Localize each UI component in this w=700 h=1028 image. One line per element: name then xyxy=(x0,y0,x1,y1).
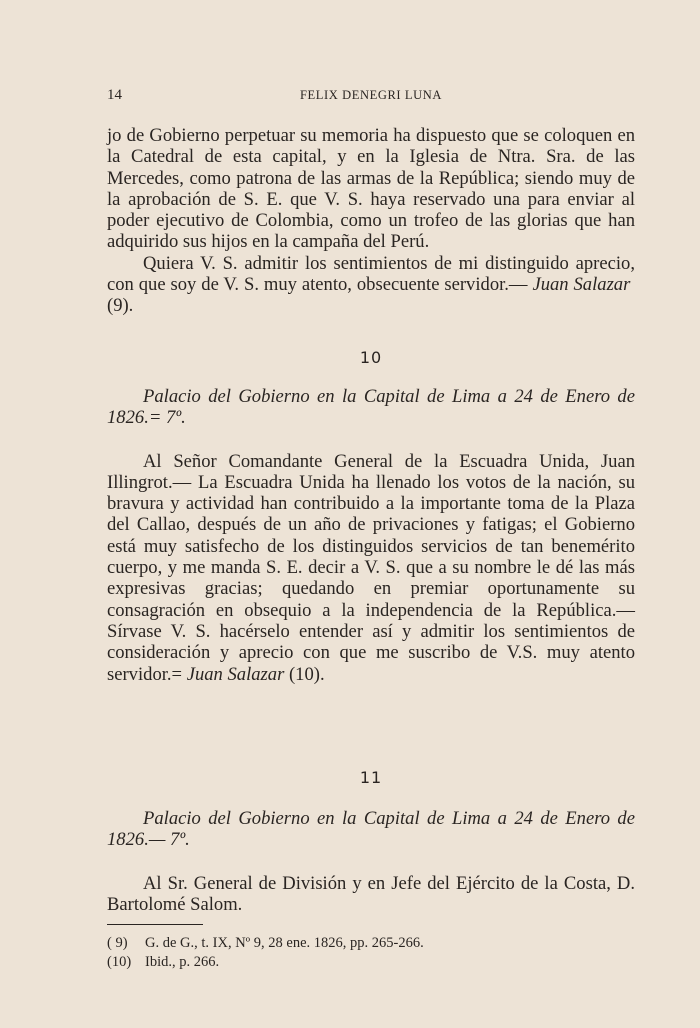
doc9-signature: Juan Salazar xyxy=(532,274,631,296)
footnote-ref: ( 9) xyxy=(107,935,128,951)
spacer xyxy=(107,851,635,873)
doc9-closing xyxy=(107,253,635,317)
footnote-text: G. de G., t. IX, Nº 9, 28 ene. 1826, pp. 265-266. xyxy=(145,935,424,951)
page-header xyxy=(107,87,635,107)
footnote-10 xyxy=(107,953,635,972)
spacer xyxy=(107,429,635,451)
doc10-body: La Escuadra Unida ha llenado los votos de la nación, su bravura y actividad han contribuido a la importante toma de la Plaza del Callao, después de un año de privaciones y fatigas; el Gobierno está muy satisfecho de los distinguidos servicios de tan benemérito cuerpo, y me manda S. E. decir a V. S. que a su nombre le dé las más expresivas gracias; quedando en premiar oportunamente su consagración en obsequio a la independencia de la República.— Sírvase V. S. hacérselo entender así y admitir los sentimientos de consideración y aprecio con que me suscribo de V.S. muy atento servidor.= xyxy=(107,471,636,685)
doc10-paragraph xyxy=(107,451,635,685)
doc10-number: 10 xyxy=(359,347,383,367)
doc11-heading: Palacio del Gobierno en la Capital de Lima a 24 de Enero de 1826.— 7º. xyxy=(107,808,635,851)
doc10-heading: Palacio del Gobierno en la Capital de Lima a 24 de Enero de 1826.= 7º. xyxy=(107,385,635,429)
doc11-number: 11 xyxy=(359,767,383,787)
footnote-ref: (10) xyxy=(107,954,132,970)
doc11-salutation: Al Sr. General de División y en Jefe del Ejército de la Costa, D. Bartolomé Salom. xyxy=(107,872,635,916)
running-head: FELIX DENEGRI LUNA xyxy=(299,88,443,102)
doc10-signature: Juan Salazar xyxy=(186,663,285,685)
doc10-salutation: Al Señor Comandante General de la Escuadra Unida, Juan Illingrot.— xyxy=(107,450,635,493)
doc9-closing-text: Quiera V. S. admitir los sentimientos de mi distinguido aprecio, con que soy de V. S. muy atento, obsecuente servidor.— xyxy=(107,252,635,296)
footnote-rule xyxy=(107,924,203,925)
body-text xyxy=(107,125,635,915)
page-number: 14 xyxy=(107,87,122,103)
footnotes xyxy=(107,924,635,972)
doc10-ref: (10). xyxy=(288,663,325,685)
footnote-9 xyxy=(107,934,635,953)
footnote-text: Ibid., p. 266. xyxy=(145,954,220,970)
doc9-paragraph: jo de Gobierno perpetuar su memoria ha dispuesto que se coloquen en la Catedral de esta capital, y en la Iglesia de Ntra. Sra. de las Mercedes, como patrona de las armas de la República; siendo muy de la aprobación de S. E. que V. S. haya reservado una para enviar al poder ejecutivo de Colombia, como un trofeo de las glorias que han adquirido sus hijos en la campaña del Perú. xyxy=(107,125,635,253)
doc9-ref: (9). xyxy=(107,295,134,317)
